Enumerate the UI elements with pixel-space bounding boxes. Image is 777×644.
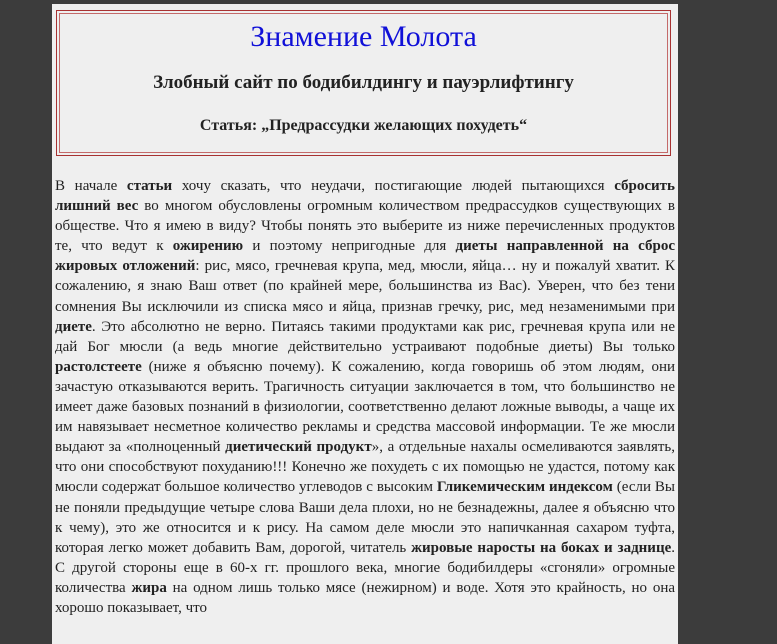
site-subtitle: Злобный сайт по бодибилдингу и пауэрлифтингу <box>153 72 574 93</box>
article-text: », а отдельные нахалы осмеливаются заявлять, что они способствуют похуданию!!! Конечно же похудеть с их помощью не удастся, потому как мюсли содержат большое количество углеводов с высоким <box>55 439 676 496</box>
article-text: (если Вы не поняли предыдущие четыре слова Ваши дела плохи, но не безнадежны, далее я объясню что к чему), это же относится и к рису. На самом деле мюсли это напичканная сахаром туфта, которая легко может добавить Вам, дорогой, читатель <box>55 479 676 556</box>
article-keyword: статьи <box>126 178 173 194</box>
article-keyword: растолстеете <box>55 358 142 375</box>
article-body <box>55 176 675 618</box>
article-title: Статья: „Предрассудки желающих похудеть“ <box>199 117 528 134</box>
header-box <box>56 10 671 156</box>
article-keyword: жира <box>131 579 167 596</box>
article-keyword: сбросить лишний вес <box>55 178 675 215</box>
article-text: . С другой стороны еще в 60-х гг. прошлого века, многие бодибилдеры «сгоняли» огромные количества <box>55 539 675 596</box>
site-title[interactable]: Знамение Молота <box>250 20 477 53</box>
article-text: : рис, мясо, гречневая крупа, мед, мюсли, яйца… ну и пожалуй хватит. К сожалению, я знаю Ваш ответ (по крайней мере, большинства из Вас). Уверен, что без тени сомнения Вы исключили из списка мясо и яйца, признав гречку, рис, мед незаменимыми при <box>55 258 675 315</box>
header-inner-border <box>59 13 668 153</box>
page <box>52 4 678 644</box>
article-text: В начале <box>55 178 127 194</box>
article-text: и поэтому непригодные для <box>243 238 456 255</box>
article-keyword: ожирению <box>172 238 244 255</box>
article-text: (ниже я объясню почему). К сожалению, когда говоришь об этом людям, они зачастую отказываются верить. Трагичность ситуации заключается в том, что большинство не имеет даже базовых познаний в физиологии, соответственно делают ложные выводы, а чаще их им навязывает несметное количество рекламы и средства массовой информации. Те же мюсли выдают за «полноценный <box>55 358 675 456</box>
article-keyword: жировые наросты на боках и заднице <box>411 539 672 556</box>
article-keyword: Гликемическим индексом <box>436 479 613 496</box>
article-keyword: диете <box>55 318 92 335</box>
article-text: . Это абсолютно не верно. Питаясь такими продуктами как рис, гречневая крупа или не дай Бог мюсли (а ведь многие действительно устраивают подобные диеты) Вы только <box>55 318 675 355</box>
article-text: хочу сказать, что неудачи, постигающие людей пытающихся <box>172 178 615 194</box>
article-keyword: диеты направленной на сброс жировых отложений <box>55 238 675 275</box>
article-keyword: диетический продукт <box>225 439 372 456</box>
article-text: во многом обусловлены огромным количеством предрассудков существующих в обществе. Что я имею в виду? Чтобы понять это выберите из ниже перечисленных продуктов те, что ведут к <box>55 198 675 255</box>
article-text: на одном лишь только мясе (нежирном) и воде. Хотя это крайность, но она хорошо показывает, что <box>55 579 676 616</box>
